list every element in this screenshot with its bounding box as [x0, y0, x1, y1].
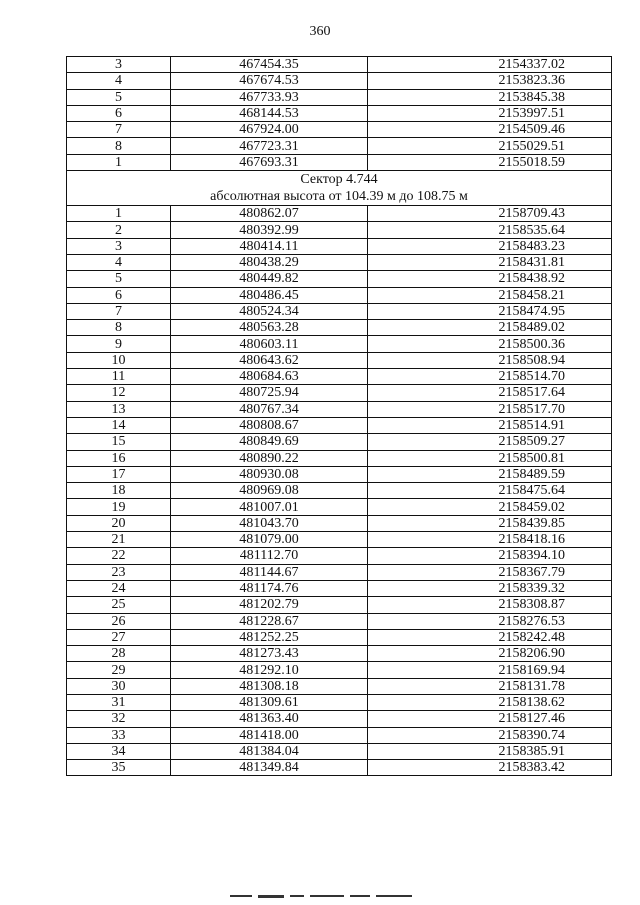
x-coordinate-cell: 480449.82: [171, 271, 368, 287]
table-row: [67, 760, 612, 776]
sector-title: Сектор 4.744: [300, 172, 378, 188]
table-row: [67, 629, 612, 645]
x-coordinate-cell: 480767.34: [171, 401, 368, 417]
y-coordinate-cell: 2158276.53: [368, 613, 612, 629]
point-number-cell: 25: [67, 597, 171, 613]
x-coordinate-cell: 468144.53: [171, 105, 368, 121]
point-number-cell: 28: [67, 646, 171, 662]
table-row: [67, 678, 612, 694]
point-number-cell: 4: [67, 73, 171, 89]
y-coordinate-cell: 2158339.32: [368, 580, 612, 596]
table-row: [67, 122, 612, 138]
scan-marks: [230, 895, 430, 898]
table-row: [67, 613, 612, 629]
point-number-cell: 1: [67, 154, 171, 170]
x-coordinate-cell: 480438.29: [171, 254, 368, 270]
table-row: [67, 417, 612, 433]
point-number-cell: 4: [67, 254, 171, 270]
y-coordinate-cell: 2158514.70: [368, 369, 612, 385]
table-row: [67, 369, 612, 385]
x-coordinate-cell: 481273.43: [171, 646, 368, 662]
y-coordinate-cell: 2158138.62: [368, 694, 612, 710]
y-coordinate-cell: 2158514.91: [368, 417, 612, 433]
point-number-cell: 30: [67, 678, 171, 694]
table-row: [67, 336, 612, 352]
table-row: [67, 254, 612, 270]
x-coordinate-cell: 481252.25: [171, 629, 368, 645]
sector-elevation: абсолютная высота от 104.39 м до 108.75 м: [210, 189, 468, 205]
point-number-cell: 19: [67, 499, 171, 515]
y-coordinate-cell: 2158439.85: [368, 515, 612, 531]
sector-header-group: [67, 171, 612, 206]
table-row: [67, 743, 612, 759]
table-row: [67, 466, 612, 482]
point-number-cell: 18: [67, 483, 171, 499]
x-coordinate-cell: 481292.10: [171, 662, 368, 678]
y-coordinate-cell: 2158500.81: [368, 450, 612, 466]
table-row: [67, 352, 612, 368]
y-coordinate-cell: 2158242.48: [368, 629, 612, 645]
y-coordinate-cell: 2158535.64: [368, 222, 612, 238]
table-row: [67, 662, 612, 678]
point-number-cell: 29: [67, 662, 171, 678]
y-coordinate-cell: 2158385.91: [368, 743, 612, 759]
table-row: [67, 499, 612, 515]
x-coordinate-cell: 480862.07: [171, 206, 368, 222]
y-coordinate-cell: 2158127.46: [368, 711, 612, 727]
point-number-cell: 14: [67, 417, 171, 433]
point-number-cell: 17: [67, 466, 171, 482]
y-coordinate-cell: 2158169.94: [368, 662, 612, 678]
x-coordinate-cell: 481144.67: [171, 564, 368, 580]
x-coordinate-cell: 467723.31: [171, 138, 368, 154]
x-coordinate-cell: 481112.70: [171, 548, 368, 564]
x-coordinate-cell: 481349.84: [171, 760, 368, 776]
point-number-cell: 3: [67, 57, 171, 73]
point-number-cell: 5: [67, 89, 171, 105]
y-coordinate-cell: 2158489.02: [368, 320, 612, 336]
point-number-cell: 33: [67, 727, 171, 743]
x-coordinate-cell: 467924.00: [171, 122, 368, 138]
point-number-cell: 23: [67, 564, 171, 580]
page-number: 360: [309, 24, 331, 39]
table-row: [67, 385, 612, 401]
x-coordinate-cell: 481007.01: [171, 499, 368, 515]
x-coordinate-cell: 480969.08: [171, 483, 368, 499]
x-coordinate-cell: 480808.67: [171, 417, 368, 433]
y-coordinate-cell: 2158431.81: [368, 254, 612, 270]
table-row: [67, 105, 612, 121]
y-coordinate-cell: 2158367.79: [368, 564, 612, 580]
y-coordinate-cell: 2158418.16: [368, 532, 612, 548]
y-coordinate-cell: 2155029.51: [368, 138, 612, 154]
point-number-cell: 34: [67, 743, 171, 759]
point-number-cell: 1: [67, 206, 171, 222]
table-row: [67, 206, 612, 222]
x-coordinate-cell: 480643.62: [171, 352, 368, 368]
x-coordinate-cell: 481079.00: [171, 532, 368, 548]
x-coordinate-cell: 467693.31: [171, 154, 368, 170]
x-coordinate-cell: 467733.93: [171, 89, 368, 105]
point-number-cell: 2: [67, 222, 171, 238]
table-row: [67, 548, 612, 564]
table-row: [67, 483, 612, 499]
table-row: [67, 303, 612, 319]
y-coordinate-cell: 2154337.02: [368, 57, 612, 73]
table-row: [67, 154, 612, 170]
point-number-cell: 9: [67, 336, 171, 352]
table-row: [67, 238, 612, 254]
x-coordinate-cell: 467454.35: [171, 57, 368, 73]
y-coordinate-cell: 2158500.36: [368, 336, 612, 352]
x-coordinate-cell: 480392.99: [171, 222, 368, 238]
point-number-cell: 10: [67, 352, 171, 368]
x-coordinate-cell: 481228.67: [171, 613, 368, 629]
x-coordinate-cell: 480890.22: [171, 450, 368, 466]
y-coordinate-cell: 2158131.78: [368, 678, 612, 694]
rows-after: [67, 206, 612, 776]
x-coordinate-cell: 481174.76: [171, 580, 368, 596]
y-coordinate-cell: 2153997.51: [368, 105, 612, 121]
table-row: [67, 711, 612, 727]
y-coordinate-cell: 2158308.87: [368, 597, 612, 613]
table-row: [67, 320, 612, 336]
point-number-cell: 7: [67, 303, 171, 319]
point-number-cell: 22: [67, 548, 171, 564]
point-number-cell: 31: [67, 694, 171, 710]
x-coordinate-cell: 480563.28: [171, 320, 368, 336]
point-number-cell: 35: [67, 760, 171, 776]
y-coordinate-cell: 2158390.74: [368, 727, 612, 743]
table-row: [67, 287, 612, 303]
coordinates-table: [66, 56, 612, 776]
y-coordinate-cell: 2154509.46: [368, 122, 612, 138]
point-number-cell: 8: [67, 320, 171, 336]
y-coordinate-cell: 2158517.64: [368, 385, 612, 401]
x-coordinate-cell: 481384.04: [171, 743, 368, 759]
y-coordinate-cell: 2158438.92: [368, 271, 612, 287]
x-coordinate-cell: 480414.11: [171, 238, 368, 254]
y-coordinate-cell: 2158383.42: [368, 760, 612, 776]
point-number-cell: 15: [67, 434, 171, 450]
y-coordinate-cell: 2158709.43: [368, 206, 612, 222]
point-number-cell: 21: [67, 532, 171, 548]
table-row: [67, 271, 612, 287]
point-number-cell: 8: [67, 138, 171, 154]
y-coordinate-cell: 2155018.59: [368, 154, 612, 170]
point-number-cell: 11: [67, 369, 171, 385]
x-coordinate-cell: 480725.94: [171, 385, 368, 401]
point-number-cell: 13: [67, 401, 171, 417]
table-row: [67, 450, 612, 466]
x-coordinate-cell: 481363.40: [171, 711, 368, 727]
point-number-cell: 24: [67, 580, 171, 596]
y-coordinate-cell: 2158508.94: [368, 352, 612, 368]
table-row: [67, 434, 612, 450]
y-coordinate-cell: 2153845.38: [368, 89, 612, 105]
y-coordinate-cell: 2158489.59: [368, 466, 612, 482]
table-row: [67, 57, 612, 73]
table-row: [67, 727, 612, 743]
y-coordinate-cell: 2158459.02: [368, 499, 612, 515]
table-row: [67, 564, 612, 580]
x-coordinate-cell: 481308.18: [171, 678, 368, 694]
point-number-cell: 12: [67, 385, 171, 401]
sector-header: [67, 171, 612, 206]
point-number-cell: 6: [67, 105, 171, 121]
x-coordinate-cell: 480684.63: [171, 369, 368, 385]
y-coordinate-cell: 2158483.23: [368, 238, 612, 254]
sector-header-cell: [67, 171, 612, 206]
point-number-cell: 16: [67, 450, 171, 466]
x-coordinate-cell: 480524.34: [171, 303, 368, 319]
point-number-cell: 3: [67, 238, 171, 254]
point-number-cell: 32: [67, 711, 171, 727]
table-row: [67, 89, 612, 105]
x-coordinate-cell: 467674.53: [171, 73, 368, 89]
x-coordinate-cell: 481418.00: [171, 727, 368, 743]
table-row: [67, 597, 612, 613]
point-number-cell: 26: [67, 613, 171, 629]
x-coordinate-cell: 480849.69: [171, 434, 368, 450]
y-coordinate-cell: 2158394.10: [368, 548, 612, 564]
point-number-cell: 7: [67, 122, 171, 138]
y-coordinate-cell: 2158474.95: [368, 303, 612, 319]
table-row: [67, 401, 612, 417]
y-coordinate-cell: 2158475.64: [368, 483, 612, 499]
table-row: [67, 73, 612, 89]
x-coordinate-cell: 481309.61: [171, 694, 368, 710]
y-coordinate-cell: 2153823.36: [368, 73, 612, 89]
y-coordinate-cell: 2158206.90: [368, 646, 612, 662]
table-row: [67, 694, 612, 710]
point-number-cell: 20: [67, 515, 171, 531]
table-row: [67, 532, 612, 548]
x-coordinate-cell: 480930.08: [171, 466, 368, 482]
x-coordinate-cell: 480603.11: [171, 336, 368, 352]
table-row: [67, 222, 612, 238]
x-coordinate-cell: 481043.70: [171, 515, 368, 531]
point-number-cell: 27: [67, 629, 171, 645]
x-coordinate-cell: 481202.79: [171, 597, 368, 613]
point-number-cell: 6: [67, 287, 171, 303]
y-coordinate-cell: 2158458.21: [368, 287, 612, 303]
table-row: [67, 646, 612, 662]
point-number-cell: 5: [67, 271, 171, 287]
y-coordinate-cell: 2158517.70: [368, 401, 612, 417]
table-row: [67, 138, 612, 154]
y-coordinate-cell: 2158509.27: [368, 434, 612, 450]
x-coordinate-cell: 480486.45: [171, 287, 368, 303]
table-row: [67, 515, 612, 531]
table-row: [67, 580, 612, 596]
rows-before: [67, 57, 612, 171]
